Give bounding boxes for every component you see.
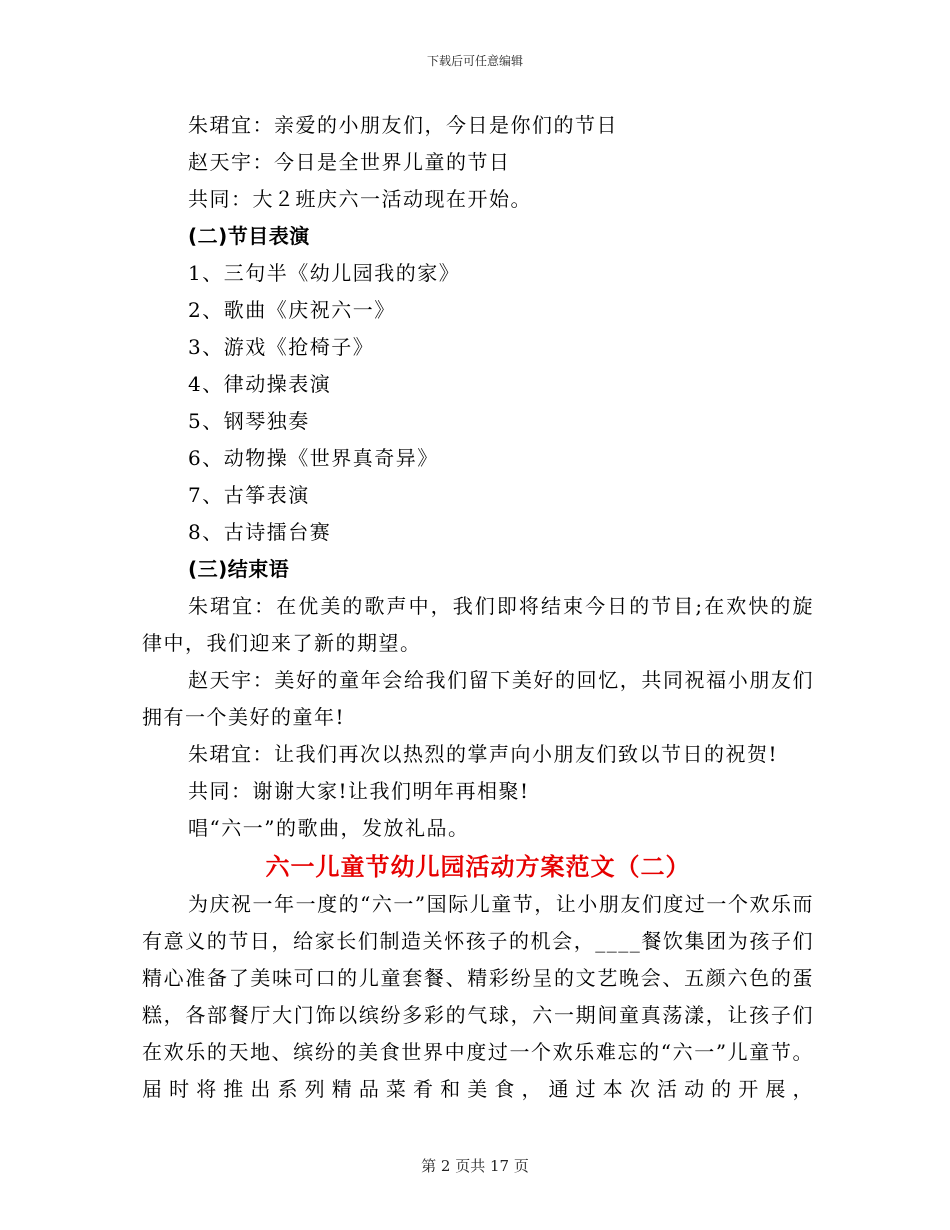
page-number: 第 2 页共 17 页: [421, 1157, 529, 1175]
program-item: 7、古筝表演: [188, 483, 310, 507]
section-heading-closing: (三)结束语: [188, 557, 290, 581]
program-item: 1、三句半《幼儿园我的家》: [188, 261, 461, 285]
program-item: 5、钢琴独奏: [188, 409, 310, 433]
closing-paragraph: 赵天宇：美好的童年会给我们留下美好的回忆，共同祝福小朋友们拥有一个美好的童年!: [142, 668, 814, 729]
closing-line: 共同：谢谢大家!让我们明年再相聚!: [188, 779, 530, 803]
closing-line: 朱珺宜：让我们再次以热烈的掌声向小朋友们致以节日的祝贺!: [188, 742, 779, 766]
dialogue-line: 共同：大２班庆六一活动现在开始。: [188, 187, 532, 211]
program-item: 2、歌曲《庆祝六一》: [188, 298, 396, 322]
program-item: 8、古诗擂台赛: [188, 520, 332, 544]
dialogue-line: 赵天宇：今日是全世界儿童的节日: [188, 150, 511, 174]
dialogue-line: 朱珺宜：亲爱的小朋友们，今日是你们的节日: [188, 113, 618, 137]
article-title: 六一儿童节幼儿园活动方案范文（二）: [265, 853, 691, 881]
program-item: 6、动物操《世界真奇异》: [188, 446, 439, 470]
article-paragraph: 为庆祝一年一度的“六一”国际儿童节，让小朋友们度过一个欢乐而有意义的节日，给家长们制造关怀孩子的机会，____餐饮集团为孩子们精心准备了美味可口的儿童套餐、精彩纷呈的文艺晚会、五颜六色的蛋糕，各部餐厅大门饰以缤纷多彩的气球，六一期间童真荡漾，让孩子们在欢乐的天地、缤纷的美食世界中度过一个欢乐难忘的“六一”儿童节。届时将推出系列精品菜肴和美食，通过本次活动的开展，: [142, 892, 814, 1101]
closing-line: 唱“六一”的歌曲，发放礼品。: [188, 816, 470, 840]
page-header: 下载后可任意编辑: [426, 54, 523, 68]
section-heading-program: (二)节目表演: [188, 224, 310, 248]
program-item: 3、游戏《抢椅子》: [188, 335, 375, 359]
program-item: 4、律动操表演: [188, 372, 332, 396]
document-body: [142, 107, 814, 1108]
closing-paragraph: 朱珺宜：在优美的歌声中，我们即将结束今日的节目;在欢快的旋律中，我们迎来了新的期望。: [142, 594, 814, 655]
